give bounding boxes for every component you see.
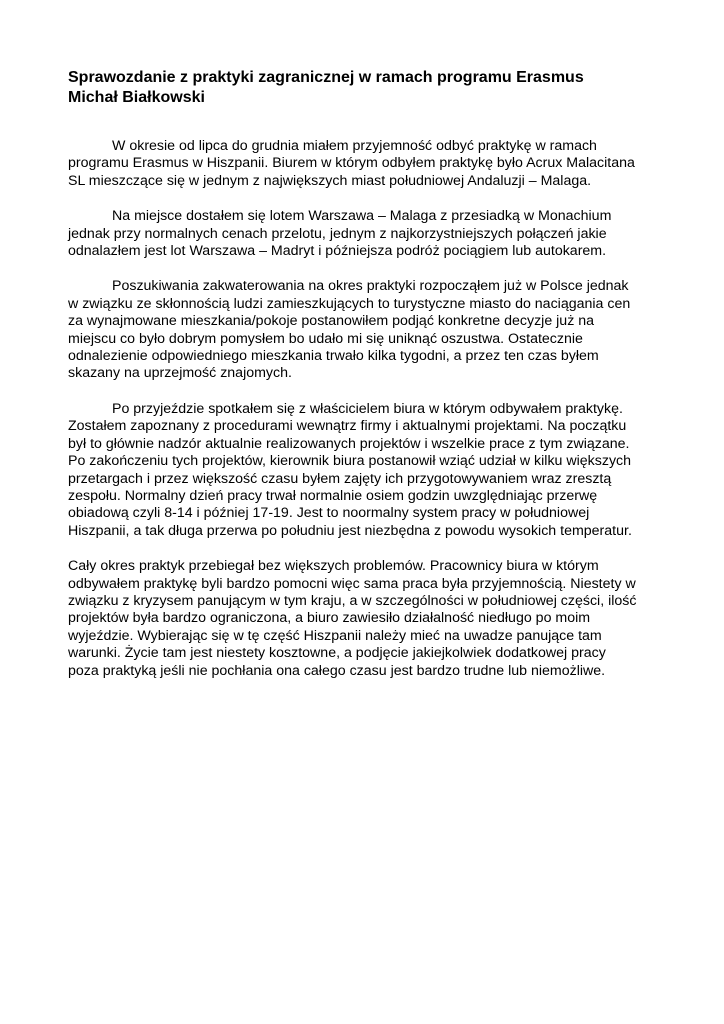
text-line: odbywałem praktykę byli bardzo pomocni więc sama praca była przyjemnością. Niestety w xyxy=(68,575,636,592)
text-line: poza praktyką jeśli nie pochłania ona całego czasu jest bardzo trudne lub niemożliwe. xyxy=(68,662,606,679)
text-line: jednak przy normalnych cenach przelotu, jednym z najkorzystniejszych połączeń jakie xyxy=(68,225,607,242)
title-line-2-author: Michał Białkowski xyxy=(68,89,205,106)
text-line: był to głównie nadzór aktualnie realizowanych projektów i wszelkie prace z tym związane. xyxy=(68,435,630,452)
paragraph-3 xyxy=(68,278,658,382)
text-line: projektów była bardzo ograniczona, a biuro zawiesiło działalność niedługo po moim xyxy=(68,610,591,627)
document-body xyxy=(68,138,658,680)
paragraph-5 xyxy=(68,558,658,680)
text-line: Hiszpanii, a tak długa przerwa po południu jest niezbędna z powodu wysokich temperatur. xyxy=(68,522,632,539)
text-line: związku z kryzysem panującym w tym kraju, a w szczególności w południowej części, ilość xyxy=(68,592,637,609)
document-title xyxy=(68,68,658,108)
text-line: w związku ze skłonnością ludzi zamieszkujących to turystyczne miasto do naciągania cen xyxy=(68,295,631,312)
text-line: obiadową czyli 8-14 i później 17-19. Jest to noormalny system pracy w południowej xyxy=(68,505,590,522)
text-line: odnalezienie odpowiedniego mieszkania trwało kilka tygodni, a przez ten czas byłem xyxy=(68,348,599,365)
text-line: Cały okres praktyk przebiegał bez większych problemów. Pracownicy biura w którym xyxy=(68,558,599,575)
text-line: Po przyjeździe spotkałem się z właścicielem biura w którym odbywałem praktykę. xyxy=(112,400,623,417)
text-line: Po zakończeniu tych projektów, kierownik biura postanowił wziąć udział w kilku większych xyxy=(68,453,632,470)
text-line: przetargach i przez większość czasu byłem zajęty ich przygotowywaniem wraz zresztą xyxy=(68,470,612,487)
paragraph-4 xyxy=(68,401,658,540)
document-page xyxy=(68,68,658,698)
text-line: Poszukiwania zakwaterowania na okres praktyki rozpocząłem już w Polsce jednak xyxy=(112,278,629,295)
text-line: za wynajmowane mieszkania/pokoje postanowiłem podjąć konkretne decyzje już na xyxy=(68,313,595,330)
text-line: skazany na uprzejmość znajomych. xyxy=(68,365,292,382)
title-line-1: Sprawozdanie z praktyki zagranicznej w ramach programu Erasmus xyxy=(68,69,584,86)
text-line: wyjeździe. Wybierając się w tę część Hiszpanii należy mieć na uwadze panujące tam xyxy=(68,627,602,644)
text-line: Na miejsce dostałem się lotem Warszawa – Malaga z przesiadką w Monachium xyxy=(112,208,612,225)
paragraph-2 xyxy=(68,208,658,260)
text-line: Zostałem zapoznany z procedurami wewnątrz firmy i aktualnymi projektami. Na początku xyxy=(68,418,627,435)
text-line: miejscu co było dobrym pomysłem bo udało mi się uniknąć oszustwa. Ostatecznie xyxy=(68,330,583,347)
text-line: odnalazłem jest lot Warszawa – Madryt i późniejsza podróż pociągiem lub autokarem. xyxy=(68,243,607,260)
text-line: programu Erasmus w Hiszpanii. Biurem w którym odbyłem praktykę było Acrux Malacitana xyxy=(68,155,635,172)
text-line: warunki. Życie tam jest niestety kosztowne, a podjęcie jakiejkolwiek dodatkowej pracy xyxy=(68,645,606,662)
text-line: SL mieszczące się w jednym z największych miast południowej Andaluzji – Malaga. xyxy=(68,172,592,189)
paragraph-1 xyxy=(68,138,658,190)
text-line: W okresie od lipca do grudnia miałem przyjemność odbyć praktykę w ramach xyxy=(112,138,597,154)
text-line: zespołu. Normalny dzień pracy trwał normalnie osiem godzin uwzględniając przerwę xyxy=(68,487,598,504)
